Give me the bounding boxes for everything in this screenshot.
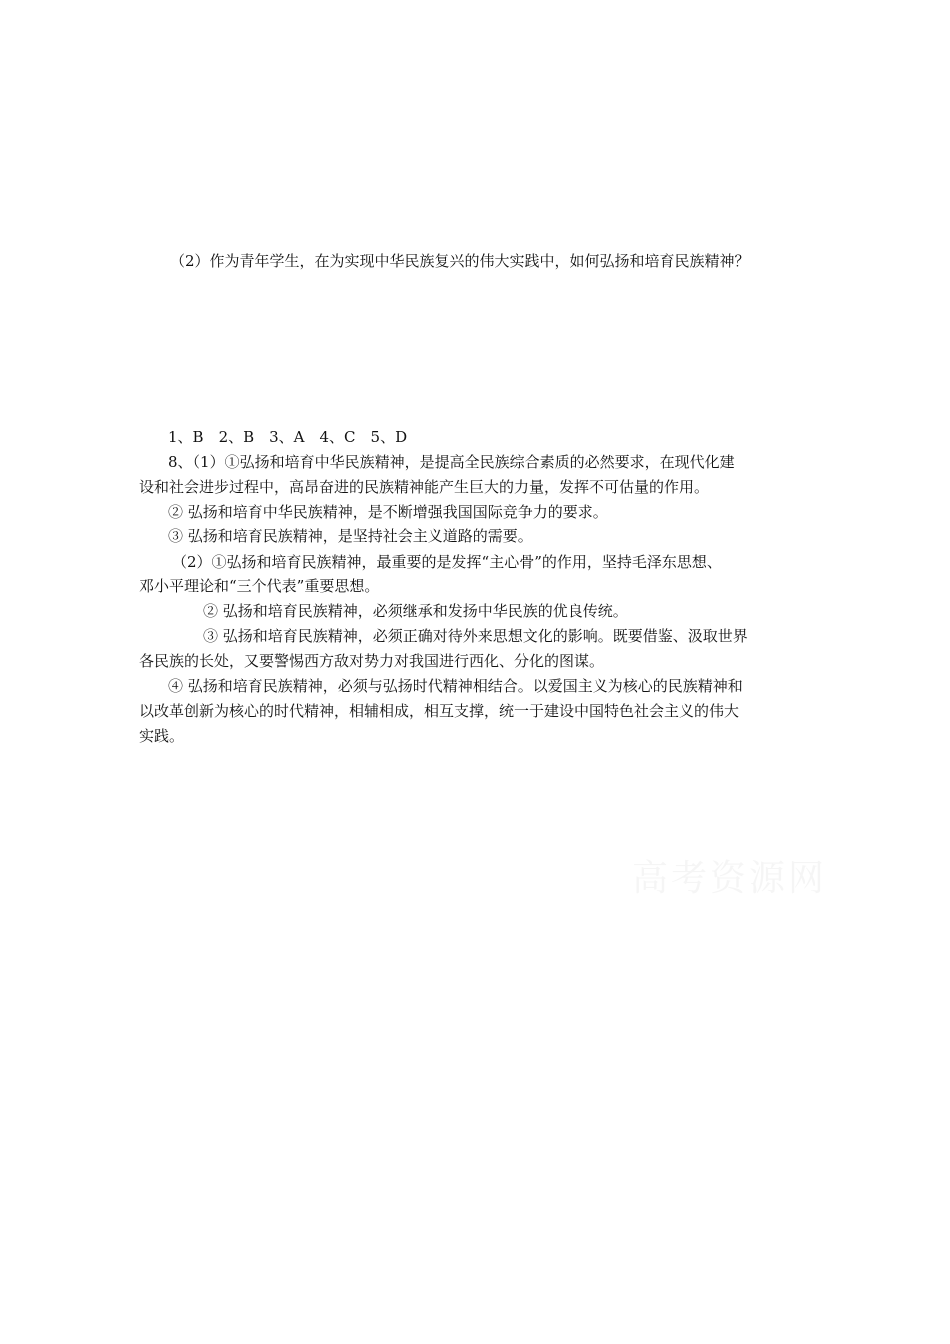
answer-8-2-item-3-line-1: ③ 弘扬和培育民族精神，必须正确对待外来思想文化的影响。既要借鉴、汲取世界 <box>203 627 748 645</box>
answer-8-2-line-1: （2）①弘扬和培育民族精神，最重要的是发挥“主心骨”的作用，坚持毛泽东思想、 <box>172 553 722 571</box>
answer-8-2-item-4-line-1: ④ 弘扬和培育民族精神，必须与弘扬时代精神相结合。以爱国主义为核心的民族精神和 <box>168 677 743 695</box>
answer-8-2-line-2: 邓小平理论和“三个代表”重要思想。 <box>139 577 380 595</box>
answer-8-2-item-4-line-3: 实践。 <box>139 727 185 745</box>
answer-8-1-item-2: ② 弘扬和培育中华民族精神，是不断增强我国国际竞争力的要求。 <box>168 503 608 521</box>
answer-8-2-item-3-line-2: 各民族的长处，又要警惕西方敌对势力对我国进行西化、分化的图谋。 <box>139 652 605 670</box>
answer-8-1-line-2: 设和社会进步过程中，高昂奋进的民族精神能产生巨大的力量，发挥不可估量的作用。 <box>139 478 710 496</box>
choice-answers: 1、B 2、B 3、A 4、C 5、D <box>168 428 408 446</box>
question-2-text: （2）作为青年学生，在为实现中华民族复兴的伟大实践中，如何弘扬和培育民族精神？ <box>170 252 750 270</box>
answer-8-2-item-4-line-2: 以改革创新为核心的时代精神，相辅相成，相互支撑，统一于建设中国特色社会主义的伟大 <box>139 702 740 720</box>
watermark: 高考资源网 <box>632 858 828 899</box>
answer-8-2-item-2: ② 弘扬和培育民族精神，必须继承和发扬中华民族的优良传统。 <box>203 602 628 620</box>
answer-8-1-line-1: 8、（1）①弘扬和培育中华民族精神，是提高全民族综合素质的必然要求，在现代化建 <box>168 453 735 471</box>
answer-8-1-item-3: ③ 弘扬和培育民族精神，是坚持社会主义道路的需要。 <box>168 527 533 545</box>
